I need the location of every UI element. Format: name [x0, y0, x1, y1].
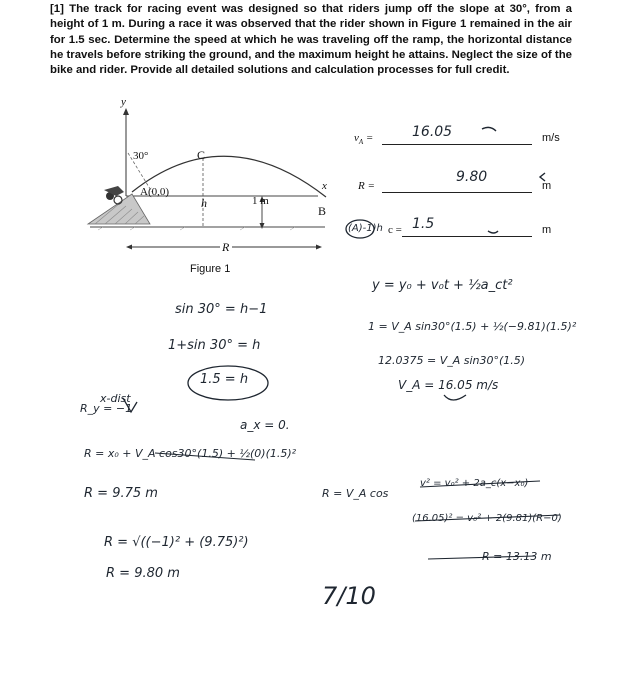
va-unit: m/s: [542, 132, 560, 144]
r-answer-line: [382, 192, 532, 193]
r-unit: m: [542, 180, 552, 192]
work-line-17: (16.05)² = v₀² + 2(9.81)(R−0): [412, 513, 562, 524]
work-line-9: R_y = −1: [80, 402, 133, 415]
check-mark-5: [444, 395, 466, 400]
angle-label: 30°: [133, 150, 149, 162]
work-line-11: R = x₀ + V_A cos30°(1.5) + ½(0)(1.5)²: [84, 447, 297, 460]
work-line-14: R = 9.80 m: [106, 566, 180, 581]
y-axis-arrow: [123, 108, 129, 115]
point-a-label: A(0,0): [140, 186, 170, 198]
check-mark-3: [488, 231, 498, 233]
hc-prefix: (A)-1)h: [348, 223, 383, 234]
problem-statement: [1] The track for racing event was designed so that riders jump off the slope at 30°, from a height of 1 m. During a race it was observed that the rider shown in Figure 1 remained in the air for 1.5 sec. Determine the speed at which he was traveling off the ramp, the horizontal distance he travels before striking the ground, and the maximum height he attains. Neglect the size of the bike and rider. Provide all detailed solutions and calculation processes for full credit.: [50, 3, 572, 77]
work-line-10: a_x = 0.: [240, 418, 290, 432]
score-mark: 7/10: [322, 582, 376, 610]
va-label-eq: =: [365, 132, 374, 144]
hc-label: c =: [388, 224, 402, 236]
work-line-3: 1.5 = h: [200, 372, 249, 387]
r-answer-label: R =: [358, 180, 375, 192]
hc-answer-line: [402, 236, 532, 237]
va-label-symbol: v: [354, 132, 359, 144]
work-line-13: R = √((−1)² + (9.75)²): [104, 535, 249, 550]
ramp: [88, 194, 150, 224]
h-label: h: [201, 196, 207, 210]
work-line-18: R = 13.13 m: [482, 550, 552, 563]
va-label-sub: A: [358, 138, 364, 147]
point-b-label: B: [318, 204, 327, 218]
work-line-6: 12.0375 = V_A sin30°(1.5): [378, 354, 526, 367]
va-answer-line: [382, 144, 532, 145]
work-line-16: v² = v₀² + 2a_c(x−x₀): [420, 478, 529, 489]
work-line-5: 1 = V_A sin30°(1.5) + ½(−9.81)(1.5)²: [368, 320, 577, 333]
work-line-7: V_A = 16.05 m/s: [398, 378, 499, 392]
check-mark-1: [482, 127, 496, 131]
work-line-1: sin 30° = h−1: [175, 302, 268, 317]
work-line-15: R = V_A cos: [322, 487, 389, 500]
height-arrow-bottom: [260, 223, 265, 229]
r-arrow-right: [316, 245, 322, 250]
y-axis-label: y: [121, 96, 126, 108]
figure-caption: Figure 1: [190, 263, 231, 275]
work-line-4: y = y₀ + v₀t + ½a_ct²: [372, 278, 513, 293]
r-label: R: [222, 240, 230, 254]
r-arrow-left: [126, 245, 132, 250]
r-value: 9.80: [456, 169, 488, 185]
work-line-8: x-dist: [100, 392, 131, 405]
x-axis-label: x: [322, 180, 327, 192]
hc-value: 1.5: [412, 216, 435, 232]
va-label: [354, 132, 373, 146]
va-value: 16.05: [412, 124, 453, 140]
hc-unit: m: [542, 224, 552, 236]
work-line-12: R = 9.75 m: [84, 486, 158, 501]
point-c-label: C: [197, 148, 206, 162]
height-label: 1 m: [252, 195, 269, 207]
work-line-2: 1+sin 30° = h: [168, 338, 261, 353]
